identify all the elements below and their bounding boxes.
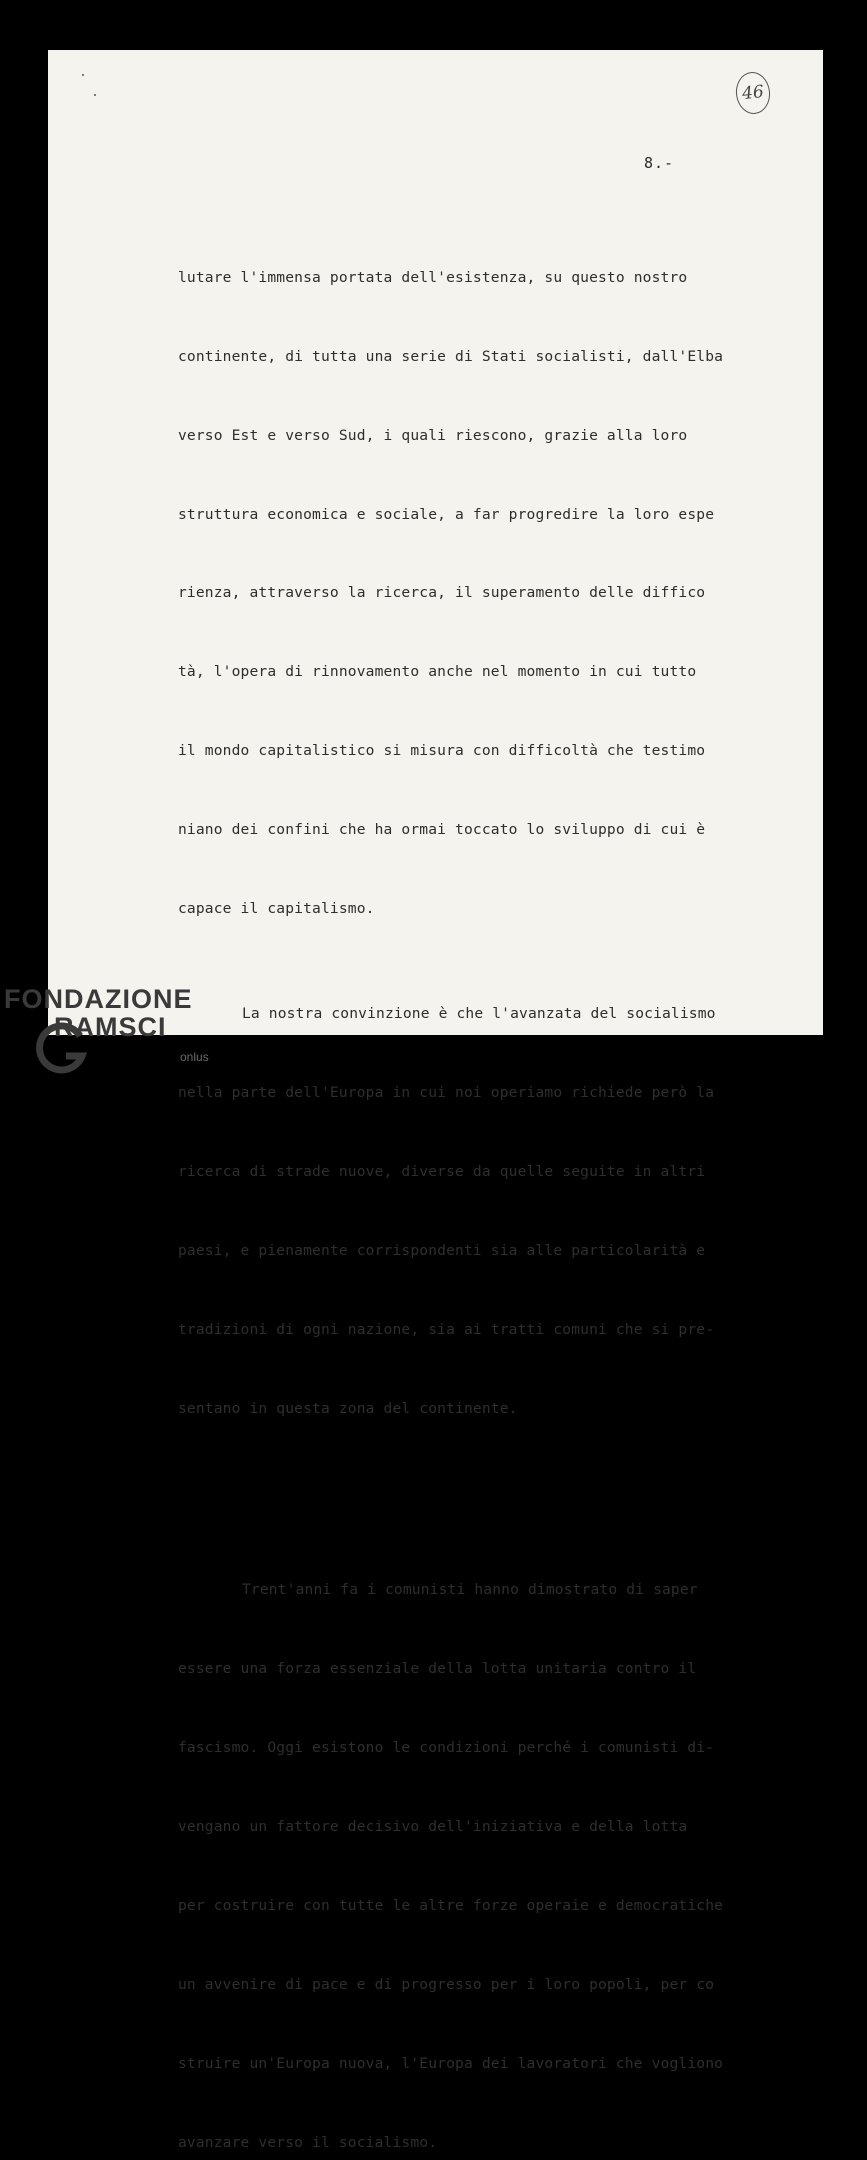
text-line: lutare l'immensa portata dell'esistenza, su questo nostro xyxy=(178,268,688,286)
text-line: per costruire con tutte le altre forze operaie e democratiche xyxy=(178,1897,724,1914)
archive-page-number: 46 xyxy=(734,70,772,115)
text-line: il mondo capitalistico si misura con difficoltà che testimo xyxy=(178,742,706,760)
text-line: struttura economica e sociale, a far progredire la loro espe xyxy=(178,505,715,523)
text-line: tradizioni di ogni nazione, sia ai tratti comuni che si pre- xyxy=(178,1320,715,1338)
paragraph-gap xyxy=(178,1475,778,1499)
watermark-suffix: onlus xyxy=(180,1050,209,1064)
text-line: tà, l'opera di rinnovamento anche nel momento in cui tutto xyxy=(178,663,697,681)
speck-mark xyxy=(82,74,84,76)
text-line: vengano un fattore decisivo dell'iniziativa e della lotta xyxy=(178,1818,688,1836)
text-line: continente, di tutta una serie di Stati socialisti, dall'Elba xyxy=(178,347,724,365)
watermark-line1: FONDAZIONE xyxy=(4,984,193,1014)
document-body xyxy=(178,186,778,2160)
text-line: nella parte dell'Europa in cui noi operiamo richiede però la xyxy=(178,1084,715,1102)
text-line: paesi, e pienamente corrispondenti sia alle particolarità e xyxy=(178,1241,706,1259)
text-line: La nostra convinzione è che l'avanzata del socialismo xyxy=(242,1005,716,1023)
text-line: fascismo. Oggi esistono le condizioni perché i comunisti di- xyxy=(178,1739,715,1757)
text-line: capace il capitalismo. xyxy=(178,900,375,918)
text-line: avanzare verso il socialismo. xyxy=(178,2133,438,2151)
text-line: niano dei confini che ha ormai toccato lo sviluppo di cui è xyxy=(178,821,706,839)
text-line: essere una forza essenziale della lotta unitaria contro il xyxy=(178,1660,697,1678)
watermark-line2: RAMSCI xyxy=(54,1012,167,1042)
text-line: ricerca di strade nuove, diverse da quelle seguite in altri xyxy=(178,1162,706,1180)
watermark-g-icon xyxy=(36,1020,92,1076)
text-line: Trent'anni fa i comunisti hanno dimostrato di saper xyxy=(242,1581,698,1599)
page-number: 8.- xyxy=(644,154,675,172)
text-line: struire un'Europa nuova, l'Europa dei lavoratori che vogliono xyxy=(178,2054,724,2072)
text-line: un avvenire di pace e di progresso per i loro popoli, per co xyxy=(178,1975,715,1993)
text-line: sentano in questa zona del continente. xyxy=(178,1399,518,1417)
text-line: rienza, attraverso la ricerca, il superamento delle diffico xyxy=(178,584,706,602)
text-line: verso Est e verso Sud, i quali riescono, grazie alla loro xyxy=(178,426,688,444)
watermark xyxy=(4,984,209,1064)
speck-mark xyxy=(94,94,96,96)
